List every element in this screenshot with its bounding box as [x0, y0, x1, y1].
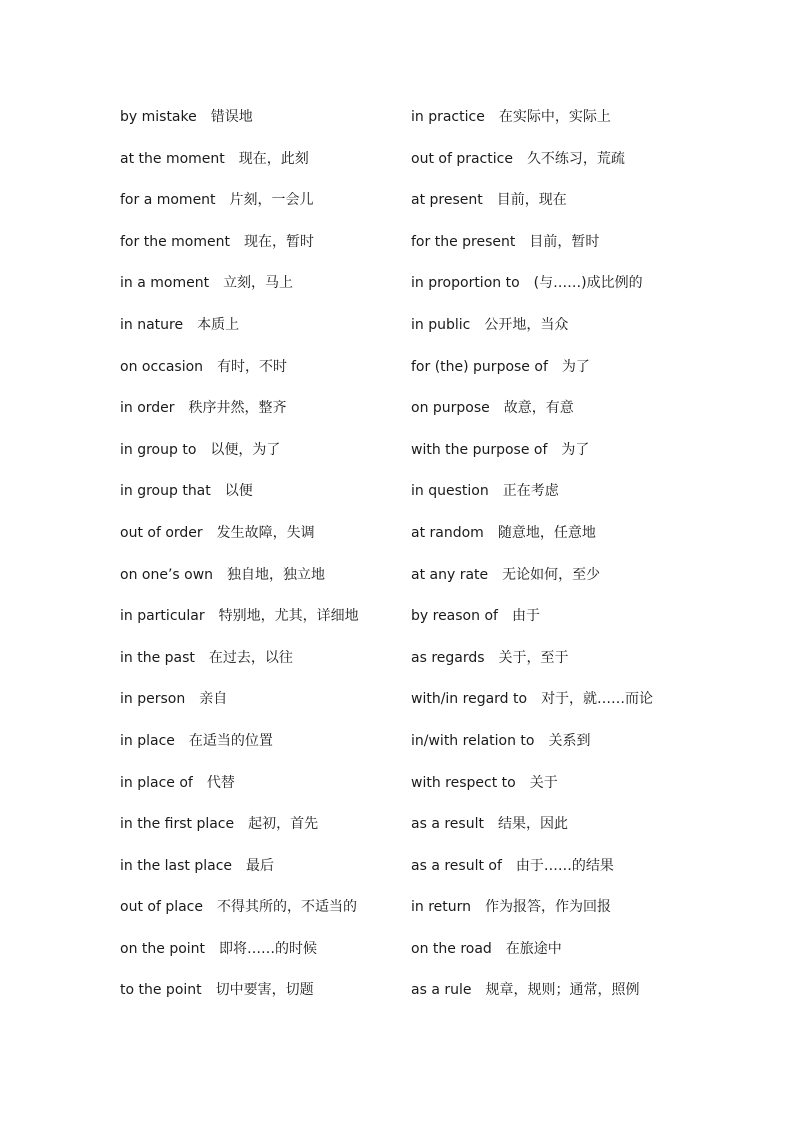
- phrase-entry: [411, 395, 741, 437]
- meaning-text: 由于: [511, 608, 540, 625]
- phrase-entry: [120, 770, 400, 812]
- meaning-text: 在适当的位置: [188, 732, 273, 749]
- phrase-entry: [120, 104, 400, 146]
- meaning-text: 起初，首先: [248, 816, 319, 833]
- phrase-entry: [120, 395, 400, 437]
- phrase-entry: [120, 853, 400, 895]
- meaning-text: 现在，暂时: [243, 233, 314, 250]
- phrase-text: at the moment: [120, 150, 225, 167]
- phrase-entry: [120, 811, 400, 853]
- phrase-text: by mistake: [120, 109, 197, 125]
- phrase-text: on occasion: [120, 358, 204, 375]
- phrase-text: for (the) purpose of: [411, 358, 548, 375]
- phrase-entry: [120, 936, 400, 978]
- phrase-text: at random: [411, 524, 484, 541]
- phrase-text: in place: [120, 732, 175, 749]
- phrase-text: in practice: [411, 109, 485, 125]
- phrase-entry: [120, 645, 400, 687]
- meaning-text: 在过去，以往: [208, 649, 293, 666]
- meaning-text: 由于……的结果: [515, 857, 614, 874]
- phrase-list-left: [120, 104, 400, 1019]
- phrase-text: as a result: [411, 816, 484, 833]
- phrase-entry: [120, 270, 400, 312]
- meaning-text: 无论如何，至少: [502, 566, 601, 583]
- phrase-text: in the past: [120, 649, 195, 666]
- phrase-entry: [411, 894, 741, 936]
- phrase-text: in the last place: [120, 857, 233, 874]
- meaning-text: 即将……的时候: [219, 940, 318, 957]
- phrase-text: to the point: [120, 982, 202, 999]
- phrase-entry: [411, 728, 741, 770]
- phrase-entry: [411, 811, 741, 853]
- phrase-entry: [411, 229, 741, 271]
- phrase-entry: [411, 478, 741, 520]
- phrase-text: in order: [120, 400, 175, 417]
- meaning-text: 特别地，尤其，详细地: [218, 608, 359, 625]
- phrase-text: in return: [411, 899, 472, 916]
- phrase-entry: [411, 520, 741, 562]
- phrase-text: in group to: [120, 441, 197, 458]
- phrase-entry: [120, 478, 400, 520]
- meaning-text: 切中要害，切题: [215, 982, 314, 999]
- phrase-text: in place of: [120, 774, 193, 791]
- phrase-text: with the purpose of: [411, 441, 548, 458]
- phrase-entry: [120, 977, 400, 1019]
- phrase-entry: [411, 354, 741, 396]
- phrase-entry: [411, 437, 741, 479]
- phrase-text: at any rate: [411, 566, 489, 583]
- phrase-entry: [120, 312, 400, 354]
- phrase-text: in person: [120, 691, 186, 708]
- phrase-entry: [411, 645, 741, 687]
- phrase-text: on purpose: [411, 400, 490, 417]
- meaning-text: 错误地: [210, 109, 253, 125]
- meaning-text: 作为报答，作为回报: [485, 899, 612, 916]
- phrase-text: out of order: [120, 524, 203, 541]
- phrase-text: as a result of: [411, 857, 502, 874]
- phrase-entry: [411, 977, 741, 1019]
- phrase-text: with respect to: [411, 774, 516, 791]
- meaning-text: 为了: [561, 358, 590, 375]
- meaning-text: 久不练习，荒疏: [526, 150, 625, 167]
- phrase-entry: [411, 270, 741, 312]
- phrase-entry: [411, 104, 741, 146]
- phrase-text: in/with relation to: [411, 732, 535, 749]
- phrase-entry: [120, 437, 400, 479]
- meaning-text: 片刻，一会儿: [229, 192, 314, 209]
- meaning-text: 对于，就……而论: [541, 691, 654, 708]
- phrase-text: on the point: [120, 940, 206, 957]
- meaning-text: 有时，不时: [217, 358, 288, 375]
- phrase-text: in nature: [120, 316, 184, 333]
- phrase-entry: [120, 603, 400, 645]
- phrase-text: out of place: [120, 899, 203, 916]
- phrase-entry: [411, 853, 741, 895]
- meaning-text: 发生故障，失调: [216, 524, 315, 541]
- meaning-text: 关于，至于: [498, 649, 569, 666]
- phrase-text: in proportion to: [411, 275, 520, 292]
- meaning-text: 结果，因此: [497, 816, 568, 833]
- meaning-text: 不得其所的，不适当的: [217, 899, 357, 916]
- meaning-text: 在实际中，实际上: [498, 109, 611, 125]
- meaning-text: 亲自: [199, 691, 228, 708]
- meaning-text: 故意，有意: [503, 400, 574, 417]
- phrase-entry: [411, 187, 741, 229]
- meaning-text: 规章，规则；通常，照例: [485, 982, 640, 999]
- meaning-text: 在旅途中: [505, 940, 562, 957]
- phrase-text: in question: [411, 483, 489, 500]
- phrase-list-right: [411, 104, 741, 1019]
- phrase-entry: [120, 562, 400, 604]
- phrase-text: for a moment: [120, 192, 216, 209]
- phrase-text: at present: [411, 192, 483, 209]
- phrase-entry: [120, 686, 400, 728]
- meaning-text: 立刻，马上: [223, 275, 294, 292]
- phrase-entry: [120, 354, 400, 396]
- meaning-text: 正在考虑: [502, 483, 559, 500]
- phrase-entry: [411, 603, 741, 645]
- meaning-text: 目前，现在: [496, 192, 567, 209]
- meaning-text: 关于: [529, 774, 558, 791]
- phrase-entry: [411, 770, 741, 812]
- phrase-text: as regards: [411, 649, 485, 666]
- meaning-text: 为了: [561, 441, 590, 458]
- phrase-entry: [411, 686, 741, 728]
- phrase-entry: [411, 312, 741, 354]
- meaning-text: 最后: [246, 857, 275, 874]
- phrase-entry: [411, 146, 741, 188]
- meaning-text: 本质上: [197, 316, 240, 333]
- phrase-entry: [411, 562, 741, 604]
- phrase-text: in group that: [120, 483, 211, 500]
- meaning-text: 独自地，独立地: [227, 566, 326, 583]
- meaning-text: 关系到: [548, 732, 591, 749]
- phrase-text: on one’s own: [120, 566, 214, 583]
- phrase-entry: [120, 187, 400, 229]
- meaning-text: 以便: [224, 483, 253, 500]
- meaning-text: (与……)成比例的: [533, 275, 643, 292]
- phrase-text: on the road: [411, 940, 492, 957]
- phrase-entry: [120, 229, 400, 271]
- meaning-text: 代替: [206, 774, 235, 791]
- phrase-entry: [120, 520, 400, 562]
- phrase-entry: [120, 894, 400, 936]
- phrase-text: by reason of: [411, 608, 498, 625]
- meaning-text: 随意地，任意地: [497, 524, 596, 541]
- phrase-text: for the moment: [120, 233, 230, 250]
- phrase-text: out of practice: [411, 150, 513, 167]
- phrase-entry: [411, 936, 741, 978]
- meaning-text: 秩序井然，整齐: [188, 400, 287, 417]
- phrase-entry: [120, 728, 400, 770]
- meaning-text: 现在，此刻: [238, 150, 309, 167]
- meaning-text: 目前，暂时: [529, 233, 600, 250]
- meaning-text: 以便，为了: [210, 441, 281, 458]
- phrase-text: for the present: [411, 233, 516, 250]
- phrase-text: in particular: [120, 608, 205, 625]
- meaning-text: 公开地，当众: [484, 316, 569, 333]
- phrase-text: in public: [411, 316, 471, 333]
- phrase-text: in the first place: [120, 816, 235, 833]
- phrase-entry: [120, 146, 400, 188]
- phrase-text: with/in regard to: [411, 691, 528, 708]
- phrase-text: as a rule: [411, 982, 472, 999]
- phrase-text: in a moment: [120, 275, 210, 292]
